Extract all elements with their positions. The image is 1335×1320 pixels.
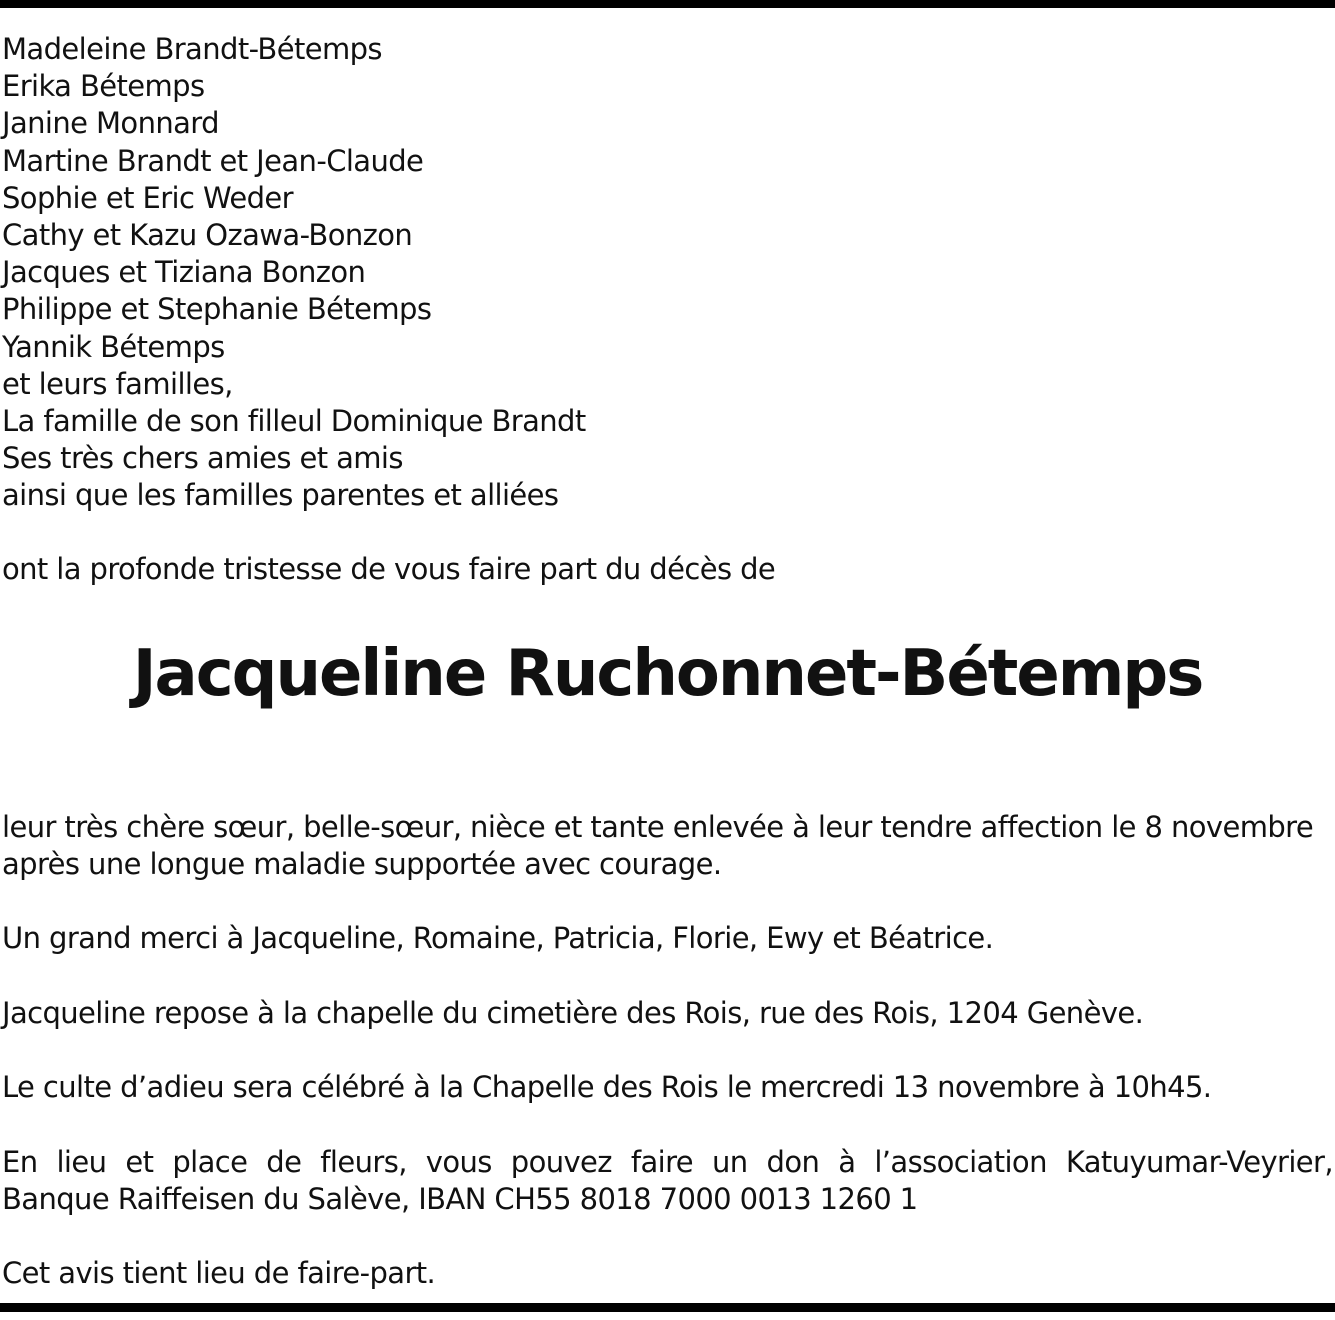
bottom-rule (0, 1303, 1335, 1312)
donation-line-2: Banque Raiffeisen du Salève, IBAN CH55 8018 7000 0013 1260 1 (2, 1182, 918, 1216)
mourner-name: Janine Monnard (2, 106, 219, 141)
mourner-name: Madeleine Brandt-Bétemps (2, 32, 382, 66)
mourners-list (2, 31, 586, 514)
mourner-name: Jacques et Tiziana Bonzon (2, 255, 366, 290)
mourner-name: Ses très chers amies et amis (2, 441, 403, 476)
repose-text: Jacqueline repose à la chapelle du cimetière des Rois, rue des Rois, 1204 Genève. (2, 996, 1144, 1030)
mourner-name: Cathy et Kazu Ozawa-Bonzon (2, 217, 413, 252)
mourner-name: et leurs familles, (2, 366, 233, 401)
mourner-name: Philippe et Stephanie Bétemps (2, 292, 432, 327)
relation-line-1: leur très chère sœur, belle-sœur, nièce et tante enlevée à leur tendre affection le 8 novembre (2, 810, 1314, 844)
mourner-name: Erika Bétemps (2, 69, 205, 104)
announcement-text: ont la profonde tristesse de vous faire part du décès de (2, 552, 776, 586)
relation-line-2: après une longue maladie supportée avec courage. (2, 847, 722, 881)
mourner-name: La famille de son filleul Dominique Brandt (2, 403, 586, 438)
top-rule (0, 0, 1335, 8)
ceremony-text: Le culte d’adieu sera célébré à la Chapelle des Rois le mercredi 13 novembre à 10h45. (2, 1070, 1212, 1104)
donation-line-1: En lieu et place de fleurs, vous pouvez faire un don à l’association Katuyumar-Veyrier, (2, 1145, 1333, 1179)
mourner-name: Sophie et Eric Weder (2, 180, 293, 215)
closing-text: Cet avis tient lieu de faire-part. (2, 1256, 436, 1290)
deceased-name: Jacqueline Ruchonnet-Bétemps (132, 637, 1203, 711)
thanks-text: Un grand merci à Jacqueline, Romaine, Patricia, Florie, Ewy et Béatrice. (2, 921, 994, 955)
mourner-name: Yannik Bétemps (2, 329, 225, 364)
mourner-name: ainsi que les familles parentes et alliées (2, 478, 559, 513)
mourner-name: Martine Brandt et Jean-Claude (2, 143, 424, 178)
